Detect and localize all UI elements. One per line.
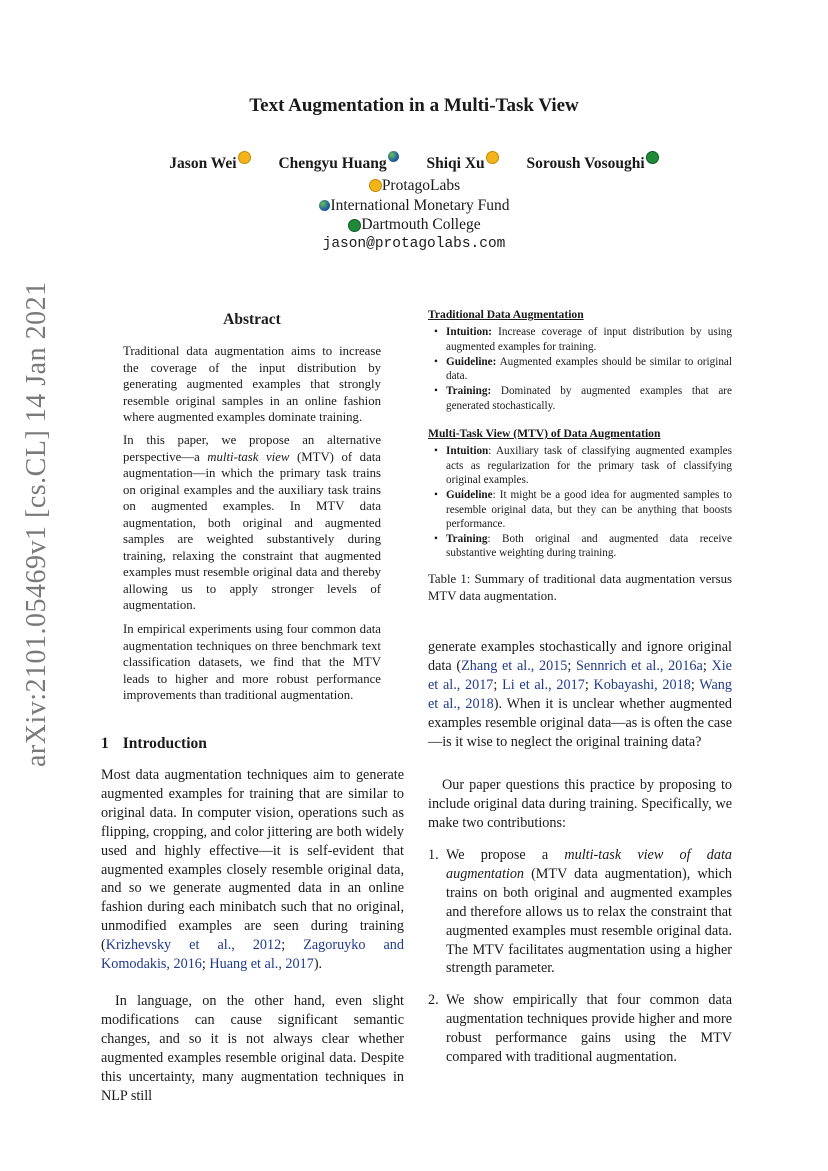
list-item: • Guideline: It might be a good idea for augmented samples to resemble original data, but they can be anything that boosts performance.	[434, 489, 732, 530]
table-caption: Table 1: Summary of traditional data augmentation versus MTV data augmentation.	[428, 572, 732, 603]
protagolabs-logo-icon	[238, 151, 251, 164]
author-name: Chengyu Huang	[278, 155, 398, 173]
summary-table	[428, 308, 732, 562]
contribution-item: 1. We propose a multi-task view of data augmentation (MTV data augmentation), which trains on both original and augmented examples and therefore allows us to relax the constraint that augmented examples must resemble original data. The MTV facilitates augmentation using a higher strength parameter.	[428, 847, 732, 977]
protagolabs-logo-icon	[369, 179, 382, 192]
citation-link[interactable]: Wang et al., 2018	[428, 676, 732, 712]
body-paragraph: Our paper questions this practice by proposing to include original data during training. Specifically, we make two contributions:	[428, 777, 732, 831]
author-name: Jason Wei	[169, 155, 250, 173]
list-item: • Training: Dominated by augmented examples that are generated stochastically.	[434, 385, 732, 412]
list-item: • Intuition: Auxiliary task of classifying augmented examples acts as regularization for the primary task of classifying original examples.	[434, 445, 732, 486]
table-section-heading: Traditional Data Augmentation	[428, 308, 584, 321]
emphasis: multi-task view of data augmentation	[446, 847, 732, 882]
citation-link[interactable]: Sennrich et al., 2016a	[576, 657, 703, 674]
abstract-paragraph: In this paper, we propose an alternative perspective—a multi-task view (MTV) of data augmentation—in which the primary task trains on original examples and the auxiliary task trains on augmented examples. In MTV data augmentation, both original and augmented samples are weighted substantively during training, relaxing the constraint that augmented examples must resemble original data and thereby allowing us to apply stronger levels of augmentation.	[123, 433, 381, 612]
imf-globe-icon	[319, 200, 330, 211]
citation-link[interactable]: Zagoruyko and Komodakis, 2016	[101, 937, 404, 973]
arxiv-identifier: arXiv:2101.05469v1 [cs.CL] 14 Jan 2021	[21, 281, 52, 767]
contribution-item: 2. We show empirically that four common data augmentation techniques provide higher and more robust performance gains using the MTV compared with traditional augmentation.	[428, 992, 732, 1065]
citation-link[interactable]: Kobayashi, 2018	[593, 676, 691, 693]
affiliation: International Monetary Fund	[0, 197, 828, 215]
paper-title: Text Augmentation in a Multi-Task View	[249, 95, 579, 116]
citation-link[interactable]: Xie et al., 2017	[428, 657, 732, 693]
table-list	[428, 444, 732, 560]
emphasis: multi-task view	[207, 449, 290, 464]
citation-link[interactable]: Li et al., 2017	[502, 676, 585, 693]
list-item: • Training: Both original and augmented data receive substantive weighting during training.	[434, 533, 732, 560]
citation-link[interactable]: Krizhevsky et al., 2012	[105, 937, 282, 954]
affiliation: ProtagoLabs	[0, 177, 828, 195]
protagolabs-logo-icon	[486, 151, 499, 164]
table-list	[428, 325, 732, 413]
abstract-paragraph: Traditional data augmentation aims to increase the coverage of the input distribution by generating augmented examples that strongly resemble original samples in an online fashion where augmented examples dominate training.	[123, 344, 381, 424]
dartmouth-tree-icon	[348, 219, 361, 232]
imf-globe-icon	[388, 151, 399, 162]
table-section-heading: Multi-Task View (MTV) of Data Augmentation	[428, 427, 661, 441]
citation-link[interactable]: Huang et al., 2017	[209, 956, 314, 973]
citation-link[interactable]: Zhang et al., 2015	[461, 657, 568, 674]
affiliation: Dartmouth College	[0, 216, 828, 234]
abstract-paragraph: In empirical experiments using four common data augmentation techniques on three benchmark text classification datasets, we find that the MTV leads to higher and more robust performance improvements than traditional augmentation.	[123, 622, 381, 702]
author-name: Soroush Vosoughi	[527, 155, 659, 173]
dartmouth-tree-icon	[646, 151, 659, 164]
author-name: Shiqi Xu	[426, 155, 498, 173]
list-item: • Intuition: Increase coverage of input distribution by using augmented examples for training.	[434, 326, 732, 353]
body-paragraph: In language, on the other hand, even slight modifications can cause significant semantic changes, and so it is not always clear whether augmented examples resemble original data. Despite this uncertainty, many augmentation techniques in NLP still	[101, 993, 404, 1104]
list-item: • Guideline: Augmented examples should be similar to original data.	[434, 355, 732, 383]
body-paragraph: Most data augmentation techniques aim to generate augmented examples for training that are similar to original data. In computer vision, operations such as flipping, cropping, and color jittering are both widely used and highly effective—it is self-evident that augmented examples closely resemble original data, and so we generate augmented data in an online fashion during each minibatch such that no original, unmodified examples are seen during training (Krizhevsky et al., 2012; Zagoruyko and Komodakis, 2016; Huang et al., 2017).	[101, 767, 404, 973]
author-list	[0, 155, 828, 173]
abstract-heading: Abstract	[223, 311, 281, 328]
contact-email[interactable]: jason@protagolabs.com	[322, 236, 506, 252]
body-paragraph: generate examples stochastically and ignore original data (Zhang et al., 2015; Sennrich et al., 2016a; Xie et al., 2017; Li et al., 2017; Kobayashi, 2018; Wang et al., 2018). When it is unclear whether augmented examples resemble original data—as is often the case—is it wise to neglect the original training data?	[428, 639, 732, 750]
section-heading: 1 Introduction	[101, 735, 207, 752]
